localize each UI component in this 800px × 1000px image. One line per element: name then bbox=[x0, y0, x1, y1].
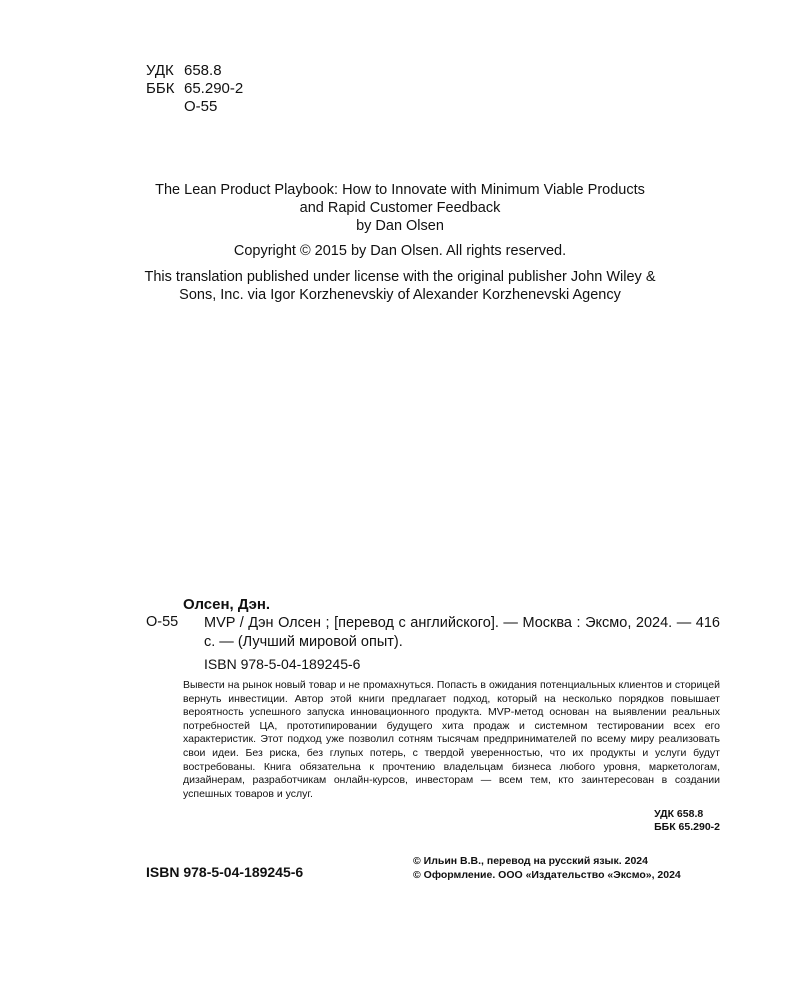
translation-copyright: © Ильин В.В., перевод на русский язык. 2024 bbox=[413, 855, 648, 867]
bottom-bbk: ББК 65.290-2 bbox=[654, 821, 720, 833]
udk-label: УДК bbox=[146, 62, 174, 79]
bottom-classification bbox=[654, 808, 720, 834]
license-block bbox=[100, 268, 700, 304]
annotation-text: Вывести на рынок новый товар и не промахнуться. Попасть в ожидания потенциальных клиентов и сторицей вернуть инвестиции. Автор этой книги предлагает подход, который на несколько порядков повышает вероятность успешного запуска инновационного продукта. MVP-метод основан на выявлении реальных потребностей ЦА, прототипировании будущего хита продаж и системном тестировании всех его характеристик. Этот подход уже позволил сотням тысячам предпринимателей по всему миру реализовать свои идеи. Без риска, без глупых потерь, с твердой уверенностью, что их продукты и услуги будут востребованы. Книга обязательна к прочтению владельцам бизнеса любого уровня, маркетологам, дизайнерам, разработчикам онлайн-курсов, инвесторам — всем тем, кто заинтересован в создании успешных товаров и услуг. bbox=[183, 679, 720, 800]
bbk-label: ББК bbox=[146, 80, 175, 97]
record-code: О-55 bbox=[146, 614, 179, 630]
original-copyright: Copyright © 2015 by Dan Olsen. All rights reserved. bbox=[233, 243, 567, 259]
record-author-heading: Олсен, Дэн. bbox=[183, 596, 271, 613]
author-sign-row bbox=[146, 98, 243, 116]
bbk-value: 65.290-2 bbox=[184, 80, 244, 97]
license-line2: Sons, Inc. via Igor Korzhenevskiy of Alexander Korzhenevski Agency bbox=[179, 287, 621, 303]
original-title-line1: The Lean Product Playbook: How to Innovate with Minimum Viable Products bbox=[155, 182, 645, 198]
bottom-udk: УДК 658.8 bbox=[654, 808, 704, 820]
record-description: MVP / Дэн Олсен ; [перевод с английского]. — Москва : Эксмо, 2024. — 416 с. — (Лучший мировой опыт). bbox=[204, 615, 720, 650]
original-title-block bbox=[100, 181, 700, 235]
isbn-large: ISBN 978-5-04-189245-6 bbox=[146, 864, 304, 880]
original-title-line2: and Rapid Customer Feedback bbox=[299, 200, 501, 216]
copyright-line bbox=[100, 242, 700, 260]
design-copyright: © Оформление. ООО «Издательство «Эксмо», 2024 bbox=[413, 869, 681, 881]
udk-value: 658.8 bbox=[184, 62, 222, 79]
original-author: by Dan Olsen bbox=[356, 218, 444, 234]
copyright-notices bbox=[413, 854, 681, 882]
author-sign: О-55 bbox=[184, 98, 218, 115]
udk-row bbox=[146, 62, 243, 80]
license-line1: This translation published under license with the original publisher John Wiley & bbox=[144, 269, 656, 285]
record-isbn: ISBN 978-5-04-189245-6 bbox=[204, 656, 361, 672]
classification-codes bbox=[146, 62, 243, 116]
bbk-row bbox=[146, 80, 243, 98]
